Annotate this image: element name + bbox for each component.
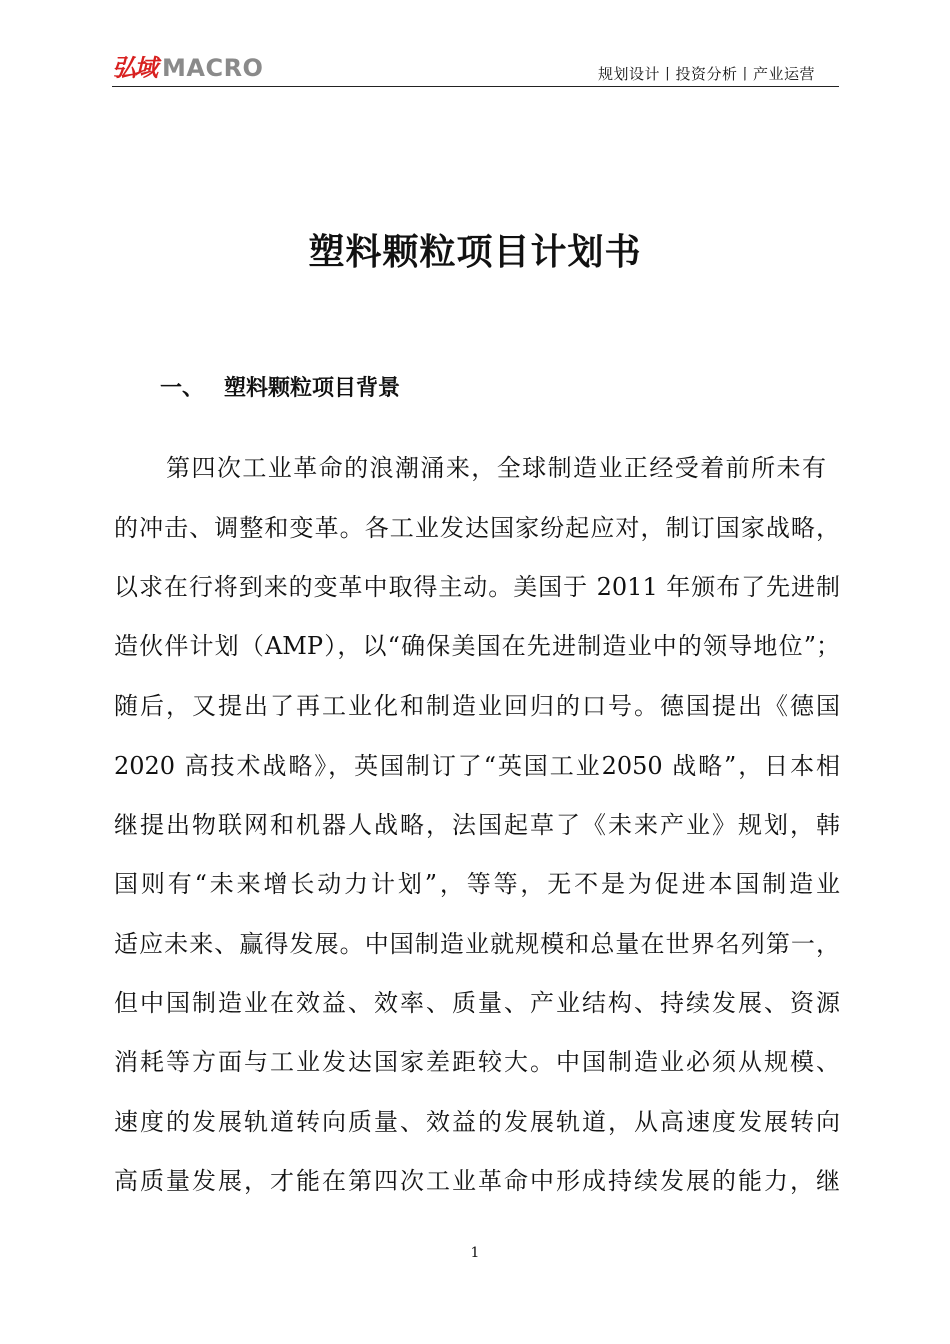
paragraph-line: 2020 高技术战略》，英国制订了“英国工业2050 战略”，日本相 [114,752,840,780]
paragraph-line: 的冲击、调整和变革。各工业发达国家纷起应对，制订国家战略， [114,514,840,542]
macro-logo [112,54,263,82]
section-number: 一、 [160,376,205,401]
paragraph-line: 以求在行将到来的变革中取得主动。美国于 2011 年颁布了先进制 [114,573,840,601]
logo-english-text: MACRO [162,54,264,82]
paragraph-line: 继提出物联网和机器人战略，法国起草了《未来产业》规划，韩 [114,811,840,839]
paragraph-line: 造伙伴计划（AMP），以“确保美国在先进制造业中的领导地位”； [114,632,840,660]
paragraph-line: 速度的发展轨道转向质量、效益的发展轨道，从高速度发展转向 [114,1108,840,1136]
paragraph-line: 随后，又提出了再工业化和制造业回归的口号。德国提出《德国 [114,692,840,720]
paragraph-line: 但中国制造业在效益、效率、质量、产业结构、持续发展、资源 [114,989,840,1017]
page-header [112,50,839,87]
header-tagline: 规划设计丨投资分析丨产业运营 [597,65,815,83]
paragraph-line: 第四次工业革命的浪潮涌来，全球制造业正经受着前所未有 [166,454,826,482]
paragraph-line: 国则有“未来增长动力计划”，等等，无不是为促进本国制造业 [114,870,840,898]
logo-chinese-text: 弘域 [112,54,156,82]
page-number: 1 [470,1245,480,1261]
section-title: 塑料颗粒项目背景 [224,376,401,401]
paragraph-line: 消耗等方面与工业发达国家差距较大。中国制造业必须从规模、 [114,1048,840,1076]
section-heading [160,371,400,402]
document-title: 塑料颗粒项目计划书 [308,232,642,273]
paragraph-line: 高质量发展，才能在第四次工业革命中形成持续发展的能力，继 [114,1167,840,1195]
paragraph-line: 适应未来、赢得发展。中国制造业就规模和总量在世界名列第一， [114,930,840,958]
